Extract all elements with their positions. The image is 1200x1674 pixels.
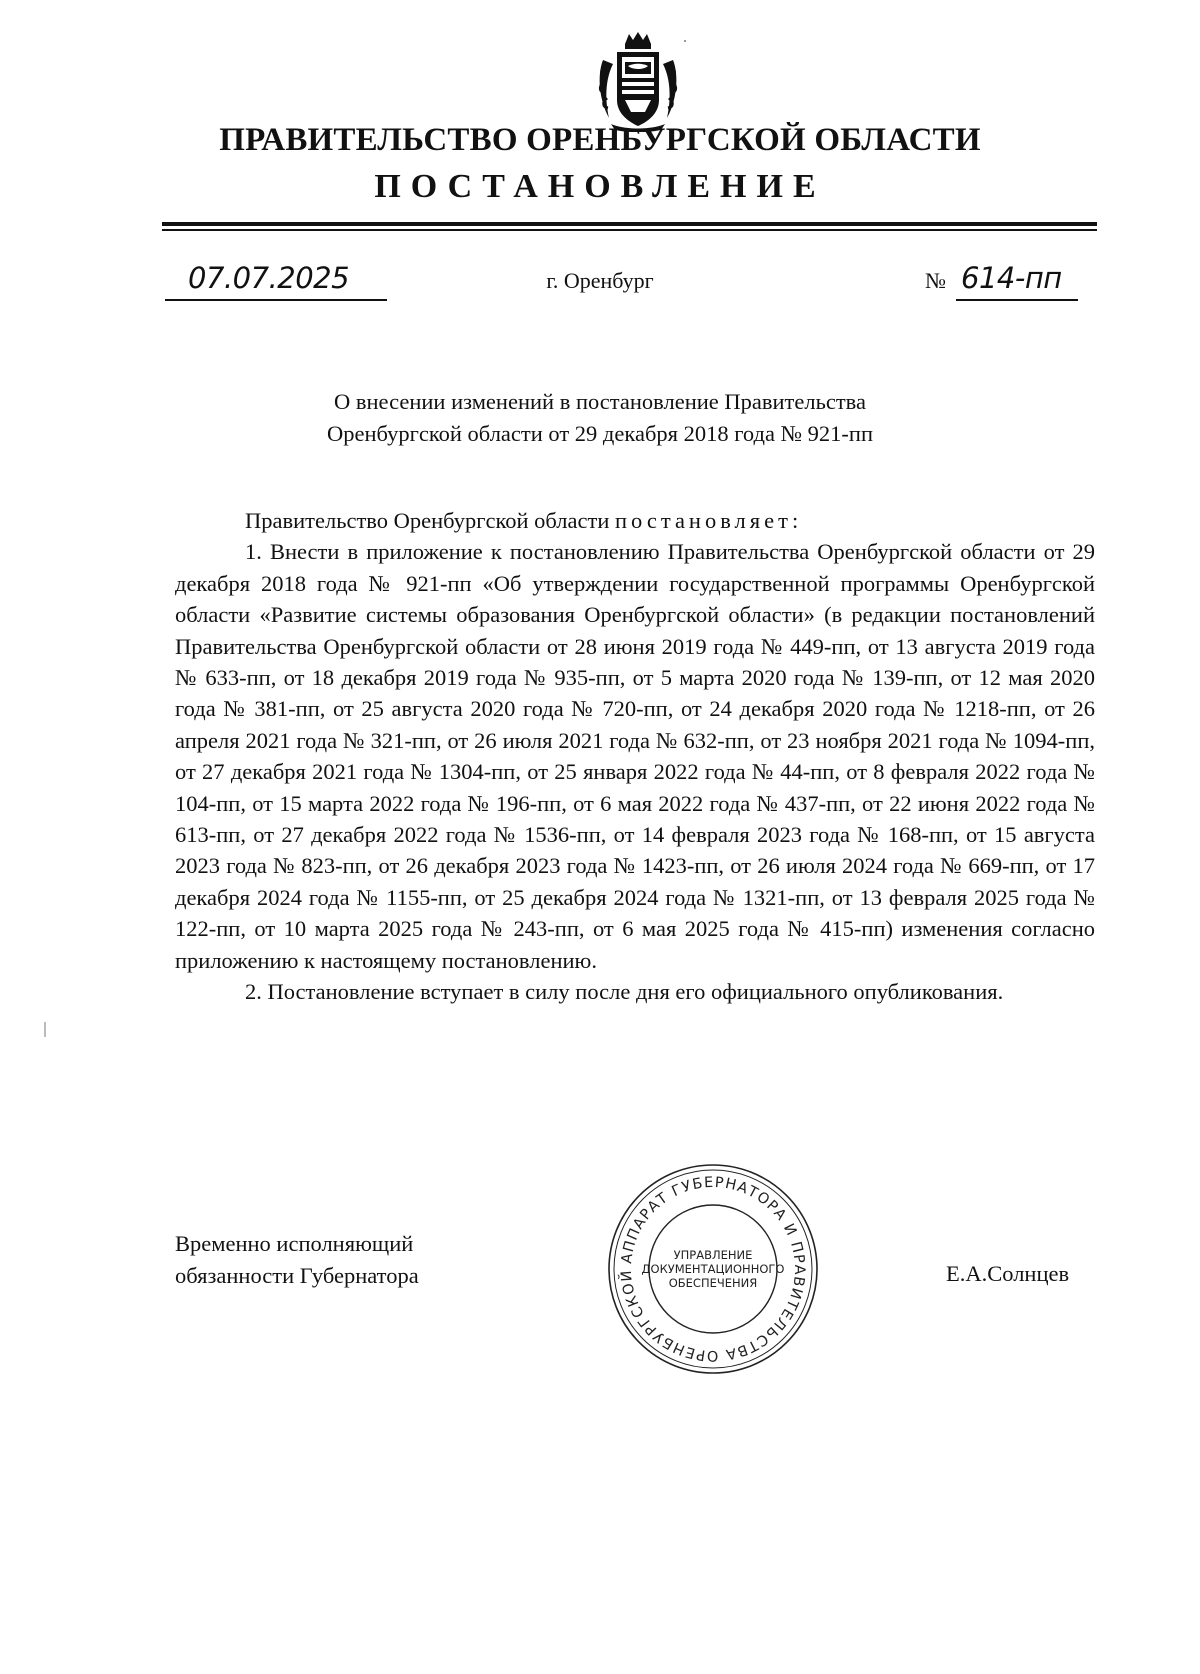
subject-line-2: Оренбургской области от 29 декабря 2018 года № 921-пп xyxy=(327,421,873,446)
signer-name: Е.А.Солнцев xyxy=(946,1261,1070,1286)
number-underline xyxy=(956,299,1078,301)
preamble xyxy=(175,505,1095,536)
document-body xyxy=(175,505,1095,1008)
preamble-text: Правительство Оренбургской области xyxy=(245,508,610,533)
stamp-center-line-1: УПРАВЛЕНИЕ xyxy=(673,1248,753,1262)
organization-title: ПРАВИТЕЛЬСТВО ОРЕНБУРГСКОЙ ОБЛАСТИ xyxy=(219,122,981,158)
document-city: г. Оренбург xyxy=(546,268,654,293)
date-underline xyxy=(165,299,387,301)
stamp-ring-text: АППАРАТ ГУБЕРНАТОРА И ПРАВИТЕЛЬСТВА ОРЕНБУРГСКОЙ xyxy=(618,1174,808,1364)
signer-role xyxy=(175,1228,419,1292)
document-type: ПОСТАНОВЛЕНИЕ xyxy=(374,168,826,205)
item-2: 2. Постановление вступает в силу после дня его официального опубликования. xyxy=(245,979,1004,1005)
subject-line-1: О внесении изменений в постановление Правительства xyxy=(334,389,866,414)
document-subject xyxy=(0,386,1200,450)
header-rule-thin xyxy=(162,229,1097,231)
item-1: 1. Внести в приложение к постановлению Правительства Оренбургской области от 29 декабря 2018 года № 921-пп «Об утверждении государственной программы Оренбургской области «Развитие системы образования Оренбургской области» (в редакции постановлений Правительства Оренбургской области от 28 июня 2019 года № 449-пп, от 13 августа 2019 года № 633-пп, от 18 декабря 2019 года № 935-пп, от 5 марта 2020 года № 139-пп, от 12 мая 2020 года № 381-пп, от 25 августа 2020 года № 720-пп, от 24 декабря 2020 года № 1218-пп, от 26 апреля 2021 года № 321-пп, от 26 июля 2021 года № 632-пп, от 23 ноября 2021 года № 1094-пп, от 27 декабря 2021 года № 1304-пп, от 25 января 2022 года № 44-пп, от 8 февраля 2022 года № 104-пп, от 15 марта 2022 года № 196-пп, от 6 мая 2022 года № 437-пп, от 22 июня 2022 года № 613-пп, от 27 декабря 2022 года № 1536-пп, от 14 февраля 2023 года № 168-пп, от 15 августа 2023 года № 823-пп, от 26 декабря 2023 года № 1423-пп, от 26 июля 2024 года № 669-пп, от 17 декабря 2024 года № 1155-пп, от 25 декабря 2024 года № 1321-пп, от 13 февраля 2025 года № 122-пп, от 10 марта 2025 года № 243-пп, от 6 мая 2025 года № 415-пп) изменения согласно приложению к настоящему постановлению. xyxy=(175,539,1095,973)
official-stamp xyxy=(604,1160,822,1378)
preamble-verb: постановляет: xyxy=(615,508,803,533)
stamp-center-line-2: ДОКУМЕНТАЦИОННОГО xyxy=(641,1262,785,1276)
scan-dot xyxy=(684,40,686,42)
scan-margin-mark xyxy=(44,1022,46,1037)
coat-of-arms-icon xyxy=(595,30,681,132)
header-rule-thick xyxy=(162,222,1097,226)
signer-role-line-1: Временно исполняющий xyxy=(175,1231,414,1256)
stamp-center-line-3: ОБЕСПЕЧЕНИЯ xyxy=(668,1276,758,1290)
number-label: № xyxy=(925,268,946,293)
document-date: 07.07.2025 xyxy=(188,261,350,295)
signer-role-line-2: обязанности Губернатора xyxy=(175,1263,419,1288)
document-number: 614-пп xyxy=(961,261,1062,295)
